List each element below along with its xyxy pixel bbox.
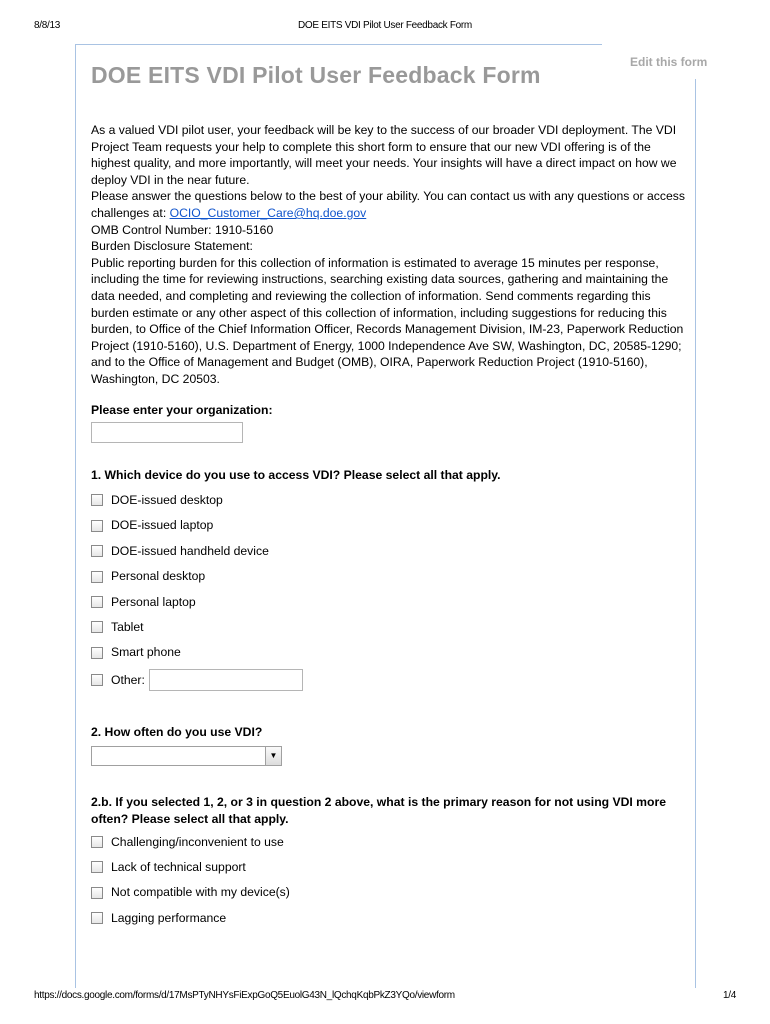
question-2-label: 2. How often do you use VDI? xyxy=(91,725,263,740)
contact-email-link[interactable]: OCIO_Customer_Care@hq.doe.gov xyxy=(169,205,367,220)
reason-option[interactable] xyxy=(91,905,686,930)
other-label: Other: xyxy=(111,672,145,687)
question-1-label: 1. Which device do you use to access VDI? Please select all that apply. xyxy=(91,468,501,483)
question-1 xyxy=(91,467,686,694)
option-label: DOE-issued laptop xyxy=(111,518,214,533)
device-option[interactable] xyxy=(91,488,686,513)
checkbox[interactable] xyxy=(91,912,103,924)
checkbox[interactable] xyxy=(91,647,103,659)
intro-text: As a valued VDI pilot user, your feedback will be key to the success of our broader VDI deployment. The VDI Project Team requests your help to complete this short form to ensure that our new VDI offering is of the highest quality, and more importantly, will meet your needs. Your insights will have a direct impact on how we deploy VDI in the near future. xyxy=(91,123,677,187)
checkbox[interactable] xyxy=(91,545,103,557)
checkbox[interactable] xyxy=(91,596,103,608)
organization-input[interactable] xyxy=(91,422,243,443)
form-title: DOE EITS VDI Pilot User Feedback Form xyxy=(91,62,541,88)
checkbox[interactable] xyxy=(91,861,103,873)
instructions-text xyxy=(91,188,686,221)
option-label: Challenging/inconvenient to use xyxy=(111,834,284,849)
print-header xyxy=(34,20,736,34)
option-label: Personal desktop xyxy=(111,569,206,584)
form-content xyxy=(91,122,686,931)
device-option[interactable] xyxy=(91,589,686,614)
dropdown-arrow-icon[interactable]: ▼ xyxy=(265,747,281,765)
checkbox[interactable] xyxy=(91,520,103,532)
print-title: DOE EITS VDI Pilot User Feedback Form xyxy=(298,20,472,31)
question-2 xyxy=(91,724,686,766)
option-label: Smart phone xyxy=(111,645,181,660)
form-frame-right-border xyxy=(695,79,696,988)
device-option-other[interactable] xyxy=(91,665,686,694)
option-label: Lagging performance xyxy=(111,910,227,925)
checkbox[interactable] xyxy=(91,674,103,686)
option-label: DOE-issued desktop xyxy=(111,493,223,508)
device-option[interactable] xyxy=(91,615,686,640)
option-label: Tablet xyxy=(111,620,144,635)
reason-option[interactable] xyxy=(91,880,686,905)
device-option[interactable] xyxy=(91,513,686,538)
org-question xyxy=(91,402,686,444)
checkbox[interactable] xyxy=(91,836,103,848)
instructions-body: Please answer the questions below to the best of your ability. You can contact us with any questions or access challenges at: xyxy=(91,189,685,220)
option-label: Not compatible with my device(s) xyxy=(111,885,290,900)
option-label: Personal laptop xyxy=(111,594,196,609)
question-2b-options xyxy=(91,829,686,931)
question-1-options xyxy=(91,488,686,695)
device-option[interactable] xyxy=(91,538,686,563)
burden-text: Public reporting burden for this collection of information is estimated to average 15 minutes per response, including the time for reviewing instructions, searching existing data sources, gathering and maintaining the data needed, and completing and reviewing the collection of information. Send comments regarding this burden estimate or any other aspect of this collection of information, including suggestions for reducing this burden, to Office of the Chief Information Officer, Records Management Division, IM-23, Paperwork Reduction Project (1910-5160), U.S. Department of Energy, 1000 Independence Ave SW, Washington, DC, 20585-1290; and to the Office of Management and Budget (OMB), OIRA, Paperwork Reduction Project (1910-5160), Washington, DC 20503. xyxy=(91,255,684,386)
question-2b-label: 2.b. If you selected 1, 2, or 3 in question 2 above, what is the primary reason for not using VDI more often? Please select all that apply. xyxy=(91,795,666,826)
checkbox[interactable] xyxy=(91,621,103,633)
reason-option[interactable] xyxy=(91,829,686,854)
form-frame-top-border xyxy=(75,44,602,45)
option-label: DOE-issued handheld device xyxy=(111,543,269,558)
edit-form-link[interactable]: Edit this form xyxy=(630,55,708,69)
checkbox[interactable] xyxy=(91,494,103,506)
reason-option[interactable] xyxy=(91,855,686,880)
print-page-number: 1/4 xyxy=(722,990,736,1001)
device-option[interactable] xyxy=(91,640,686,665)
checkbox[interactable] xyxy=(91,887,103,899)
org-question-label: Please enter your organization: xyxy=(91,402,273,417)
question-2b xyxy=(91,794,686,931)
other-device-input[interactable] xyxy=(149,669,303,691)
print-date: 8/8/13 xyxy=(34,20,61,31)
print-footer xyxy=(34,990,736,1004)
device-option[interactable] xyxy=(91,564,686,589)
burden-heading: Burden Disclosure Statement: xyxy=(91,239,253,254)
print-url: https://docs.google.com/forms/d/17MsPTyNHYsFiExpGoQ5EuolG43N_lQchqKqbPkZ3YQo/viewform xyxy=(34,990,455,1001)
form-frame-left-border xyxy=(75,44,76,988)
option-label: Lack of technical support xyxy=(111,859,246,874)
checkbox[interactable] xyxy=(91,571,103,583)
usage-frequency-select[interactable] xyxy=(91,746,282,766)
omb-control-number: OMB Control Number: 1910-5160 xyxy=(91,222,274,237)
